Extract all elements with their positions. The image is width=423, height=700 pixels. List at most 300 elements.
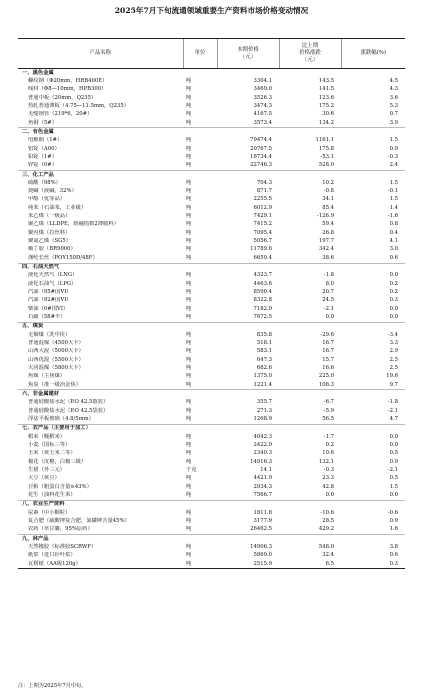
product-name: 天然橡胶（标准胶SCRWF）: [28, 543, 97, 550]
change-cell: 23.3: [322, 475, 334, 482]
product-name: 普通硅酸盐水泥（P.O 42.5散装）: [28, 399, 109, 406]
table-row: [18, 399, 405, 407]
change-cell: 16.6: [322, 365, 334, 372]
price-cell: 3304.1: [253, 77, 272, 84]
pct-cell: 0.0: [389, 442, 398, 448]
price-cell: 3469.0: [253, 86, 272, 93]
product-name: 柴油（0#国VI）: [28, 305, 69, 312]
change-cell: 0.0: [325, 491, 334, 498]
unit-cell: 吨: [186, 272, 192, 279]
pct-cell: 19.6: [386, 373, 398, 380]
pct-cell: -0.3: [387, 153, 398, 160]
price-cell: 20767.5: [250, 145, 272, 152]
section-row: [18, 170, 405, 179]
product-name: 苯乙烯（一级品）: [28, 213, 71, 220]
pct-cell: -1.8: [387, 399, 398, 406]
change-cell: 16.7: [322, 348, 334, 355]
change-cell: 28.5: [322, 517, 334, 524]
table-row: [18, 137, 405, 145]
product-name: 普通混煤（4500大卡）: [28, 340, 84, 347]
unit-cell: 吨: [186, 221, 192, 228]
price-cell: 2255.5: [253, 196, 272, 203]
table-row: [18, 213, 405, 221]
price-cell: 1375.0: [253, 373, 272, 380]
product-name: 角钢（5#）: [28, 119, 57, 126]
section-title: 二、有色金属: [18, 128, 405, 137]
footnote: 注：上期为2025年7月中旬。: [18, 683, 87, 689]
unit-cell: 吨: [186, 552, 192, 559]
product-name: 无缝钢管（219*6，20#）: [28, 111, 93, 118]
change-cell: -53.1: [320, 153, 334, 160]
product-name: 花生（油料花生米）: [28, 491, 76, 498]
product-name: 纸浆（进口针叶浆）: [28, 552, 76, 559]
col-header-unit: 单位: [183, 39, 217, 69]
price-cell: 871.7: [256, 188, 272, 195]
table-header-row: [18, 39, 405, 69]
table-row: [18, 543, 405, 551]
section-row: [18, 128, 405, 137]
price-cell: 4421.9: [253, 475, 272, 482]
pct-cell: 0.2: [389, 289, 398, 296]
product-name: 农药（草甘膦，95%原药）: [28, 526, 93, 533]
change-cell: 108.3: [318, 381, 334, 388]
unit-cell: 吨: [186, 373, 192, 380]
table-row: [18, 415, 405, 424]
product-name: 烧碱（液碱，32%）: [28, 188, 77, 195]
price-cell: 22746.3: [250, 162, 272, 169]
pct-cell: 3.8: [389, 543, 398, 550]
table-row: [18, 552, 405, 560]
price-cell: 3474.3: [253, 102, 272, 109]
table-row: [18, 86, 405, 94]
product-name: 棉花（皮棉，白棉三级）: [28, 458, 87, 465]
unit-cell: 吨: [186, 491, 192, 498]
pct-cell: 3.3: [389, 340, 398, 347]
product-name: 焦炭（准一级冶金焦）: [28, 381, 81, 388]
pct-cell: 0.0: [389, 433, 398, 440]
unit-cell: 吨: [186, 331, 192, 338]
change-cell: 32.4: [322, 552, 334, 559]
pct-cell: 4.5: [389, 77, 398, 84]
unit-cell: 吨: [186, 213, 192, 220]
change-cell: -126.9: [317, 213, 334, 220]
price-cell: 1811.8: [253, 509, 272, 516]
unit-cell: 吨: [186, 416, 192, 423]
change-cell: 1161.1: [315, 137, 334, 144]
unit-cell: 吨: [186, 526, 192, 533]
pct-cell: -0.6: [387, 509, 398, 516]
change-cell: 0.0: [325, 314, 334, 321]
price-cell: 3573.4: [253, 119, 272, 126]
pct-cell: 1.6: [389, 526, 398, 533]
col-header-price: 本期价格 （元）: [217, 39, 279, 69]
product-name: 热轧普通薄板（4.75—11.5mm，Q235）: [28, 102, 130, 109]
change-cell: -29.6: [320, 331, 334, 338]
product-name: 玉米（黄玉米二等）: [28, 450, 76, 457]
pct-cell: -3.4: [387, 331, 398, 338]
price-cell: 1221.4: [253, 381, 272, 388]
table-row: [18, 229, 405, 237]
unit-cell: 吨: [186, 340, 192, 347]
unit-cell: 吨: [186, 483, 192, 490]
change-cell: 10.6: [322, 450, 334, 457]
price-cell: 14906.3: [250, 543, 272, 550]
pct-cell: 1.4: [389, 204, 398, 211]
price-cell: 6012.9: [253, 204, 272, 211]
price-cell: 11789.6: [250, 246, 272, 253]
unit-cell: 吨: [186, 153, 192, 160]
product-name: 焦煤（主焦煤）: [28, 373, 66, 380]
change-cell: -1.7: [323, 433, 334, 440]
product-name: 螺纹钢（Φ20mm，HRB400E）: [28, 77, 108, 84]
price-cell: 3177.9: [253, 517, 272, 524]
pct-cell: 0.5: [389, 475, 398, 482]
table-row: [18, 517, 405, 525]
product-name: 液化石油气（LPG）: [28, 280, 77, 287]
product-name: 大豆（黄豆）: [28, 475, 60, 482]
price-cell: 8590.4: [253, 289, 272, 296]
product-name: 电解铜（1#）: [28, 137, 63, 144]
product-name: 浮法平板玻璃（4.8/5mm）: [28, 416, 94, 423]
unit-cell: 吨: [186, 188, 192, 195]
product-name: 山西大混（5000大卡）: [28, 348, 84, 355]
price-cell: 583.1: [256, 348, 272, 355]
pct-cell: 0.3: [341, 560, 405, 569]
price-cell: 7566.7: [253, 491, 272, 498]
unit-cell: 吨: [186, 77, 192, 84]
change-cell: 0.2: [325, 442, 334, 448]
price-cell: 1268.9: [253, 416, 272, 423]
section-row: [18, 322, 405, 331]
unit-cell: 吨: [186, 433, 192, 440]
table-row: [18, 289, 405, 297]
price-cell: 8322.8: [253, 297, 272, 304]
unit-cell: 吨: [186, 356, 192, 363]
pct-cell: 2.4: [389, 162, 398, 169]
change-cell: -10.6: [320, 509, 334, 516]
unit-cell: 吨: [186, 289, 192, 296]
change-cell: 528.0: [318, 162, 334, 169]
unit-cell: 吨: [186, 162, 192, 169]
price-cell: 16734.4: [250, 153, 272, 160]
table-row: [18, 305, 405, 313]
table-row: [18, 526, 405, 535]
section-title: 八、农业生产资料: [18, 500, 405, 509]
pct-cell: 0.5: [389, 450, 398, 457]
product-name: 甲醇（优等品）: [28, 196, 66, 203]
change-cell: 132.1: [318, 458, 334, 465]
unit-cell: 吨: [186, 111, 192, 118]
pct-cell: 0.9: [389, 458, 398, 465]
product-name: 涤纶长丝（POY150D/48F）: [28, 254, 98, 261]
unit-cell: 吨: [186, 314, 192, 321]
product-name: 聚氯乙烯（SG5）: [28, 238, 72, 245]
price-cell: 79474.4: [250, 137, 272, 144]
pct-cell: 0.0: [389, 314, 398, 321]
price-cell: 7415.2: [253, 221, 272, 228]
section-row: [18, 424, 405, 433]
change-cell: 16.7: [322, 340, 334, 347]
product-name: 复合肥（硫酸钾复合肥，氮磷钾含量45%）: [28, 517, 130, 524]
change-cell: -6.7: [323, 399, 334, 406]
pct-cell: 4.3: [389, 86, 398, 93]
change-cell: -5.9: [323, 407, 334, 414]
pct-cell: -2.1: [387, 466, 398, 473]
pct-cell: 0.4: [389, 229, 398, 236]
price-cell: 271.3: [256, 407, 272, 414]
table-row: [18, 297, 405, 305]
price-cell: 4323.7: [253, 272, 272, 279]
unit-cell: 吨: [186, 254, 192, 261]
change-cell: 85.4: [322, 204, 334, 211]
change-cell: 59.4: [322, 221, 334, 228]
change-cell: 143.5: [318, 77, 334, 84]
product-name: 聚丙烯（拉丝料）: [28, 229, 71, 236]
product-name: 线材（Φ8—10mm，HPB300）: [28, 86, 107, 93]
price-cell: 5869.0: [253, 552, 272, 559]
product-name: 锌锭（0#）: [28, 162, 57, 169]
unit-cell: 吨: [186, 365, 192, 372]
change-cell: 141.5: [318, 86, 334, 93]
pct-cell: 0.8: [389, 221, 398, 228]
product-name: 小麦（国标三等）: [28, 442, 71, 448]
table-row: [18, 145, 405, 153]
table-row: [18, 94, 405, 102]
product-name: 无烟煤（洗中块）: [28, 331, 71, 338]
unit-cell: 吨: [186, 297, 192, 304]
pct-cell: 4.1: [389, 238, 398, 245]
pct-cell: 2.5: [389, 356, 398, 363]
pct-cell: 0.6: [389, 254, 398, 261]
table-row: [18, 364, 405, 372]
unit-cell: 吨: [186, 407, 192, 414]
product-name: 普通硅酸盐水泥（P.O 42.5袋装）: [28, 407, 109, 414]
change-cell: 548.0: [318, 543, 334, 550]
change-cell: 42.8: [322, 483, 334, 490]
product-name: 尿素（中小颗粒）: [28, 509, 71, 516]
product-name: 铝锭（A00）: [28, 145, 60, 152]
col-header-name: 产品名称: [18, 39, 183, 69]
price-cell: 5056.7: [253, 238, 272, 245]
change-cell: 429.2: [318, 526, 334, 533]
product-name: 顺丁胶（BR9000）: [28, 246, 76, 253]
pct-cell: 1.5: [389, 196, 398, 203]
section-title: 九、林产品: [18, 535, 405, 544]
section-title: 三、化工产品: [18, 170, 405, 179]
product-name: 汽油（95#国VI）: [28, 289, 72, 296]
price-cell: 4167.5: [253, 111, 272, 118]
unit-cell: 吨: [186, 137, 192, 144]
price-cell: 2934.3: [253, 483, 272, 490]
pct-cell: 5.3: [389, 102, 398, 109]
table-row: [18, 238, 405, 246]
table-row: [18, 153, 405, 161]
pct-cell: 4.7: [389, 416, 398, 423]
table-row: [18, 348, 405, 356]
section-title: 一、黑色金属: [18, 69, 405, 78]
table-row: [18, 119, 405, 128]
unit-cell: 吨: [186, 229, 192, 236]
price-cell: 647.3: [256, 356, 272, 363]
table-row: [18, 356, 405, 364]
price-cell: 704.3: [256, 179, 272, 186]
table-row: [18, 111, 405, 119]
price-cell: 7095.4: [253, 229, 272, 236]
price-cell: 7672.5: [253, 314, 272, 321]
product-name: 硫酸（98%）: [28, 179, 61, 186]
pct-cell: 3.6: [389, 94, 398, 101]
change-cell: 56.5: [322, 416, 334, 423]
section-title: 六、非金属建材: [18, 390, 405, 399]
unit-cell: 吨: [186, 509, 192, 516]
price-cell: 6659.4: [253, 254, 272, 261]
pct-cell: 9.7: [389, 381, 398, 388]
pct-cell: 0.6: [389, 552, 398, 559]
section-title: 七、农产品（主要用于加工）: [18, 424, 405, 433]
unit-cell: 吨: [186, 119, 192, 126]
unit-cell: 吨: [186, 94, 192, 101]
change-cell: 225.0: [318, 373, 334, 380]
table-row: [18, 314, 405, 323]
change-cell: -2.1: [323, 305, 334, 312]
table-row: [18, 373, 405, 381]
table-row: [18, 560, 405, 569]
pct-cell: 1.5: [389, 137, 398, 144]
unit-cell: 吨: [186, 517, 192, 524]
table-row: [18, 280, 405, 288]
section-row: [18, 69, 405, 78]
section-row: [18, 263, 405, 272]
unit-cell: 吨: [186, 442, 192, 448]
price-cell: 26462.5: [250, 526, 272, 533]
unit-cell: 吨: [186, 204, 192, 211]
change-cell: 197.7: [318, 238, 334, 245]
unit-cell: 吨: [186, 102, 192, 109]
change-cell: 175.8: [318, 145, 334, 152]
unit-cell: 吨: [186, 305, 192, 312]
unit-cell: 吨: [186, 196, 192, 203]
pct-cell: 2.5: [389, 365, 398, 372]
unit-cell: 吨: [186, 348, 192, 355]
price-cell: 2422.9: [253, 442, 272, 448]
price-cell: 355.7: [256, 399, 272, 406]
table-row: [18, 188, 405, 196]
table-row: [18, 162, 405, 171]
table-row: [18, 221, 405, 229]
table-row: [18, 179, 405, 187]
table-row: [18, 441, 405, 449]
change-cell: 6.5: [279, 560, 341, 569]
table-row: [18, 196, 405, 204]
change-cell: 10.2: [322, 179, 334, 186]
pct-cell: 0.0: [389, 272, 398, 279]
change-cell: 134.2: [318, 119, 334, 126]
product-name: 大同混煤（5800大卡）: [28, 365, 84, 372]
price-cell: 7429.1: [253, 213, 272, 220]
unit-cell: 吨: [186, 280, 192, 287]
table-row: [18, 246, 405, 254]
pct-cell: 1.5: [389, 483, 398, 490]
product-name: 瓦楞纸（AA级120g）: [18, 560, 183, 569]
pct-cell: -0.1: [387, 188, 398, 195]
change-cell: -0.8: [323, 188, 334, 195]
pct-cell: 0.0: [389, 305, 398, 312]
pct-cell: 3.0: [389, 246, 398, 253]
price-cell: 2515.9: [217, 560, 279, 569]
table-row: [18, 491, 405, 500]
section-row: [18, 500, 405, 509]
table-row: [18, 340, 405, 348]
table-row: [18, 381, 405, 390]
product-name: 山西优混（5500大卡）: [28, 356, 84, 363]
change-cell: 38.6: [322, 254, 334, 261]
price-cell: 7182.9: [253, 305, 272, 312]
unit-cell: 吨: [186, 86, 192, 93]
unit-cell: 吨: [186, 179, 192, 186]
unit-cell: 吨: [186, 450, 192, 457]
pct-cell: 3.9: [389, 119, 398, 126]
product-name: 铅锭（1#）: [28, 153, 57, 160]
change-cell: 342.4: [318, 246, 334, 253]
table-row: [18, 509, 405, 517]
table-row: [18, 483, 405, 491]
col-header-change: 比上期 价格涨跌 （元）: [279, 39, 341, 69]
price-cell: 4042.3: [253, 433, 272, 440]
section-row: [18, 390, 405, 399]
product-name: 生猪（外三元）: [28, 466, 66, 473]
unit-cell: 吨: [186, 475, 192, 482]
change-cell: 30.6: [322, 111, 334, 118]
unit-cell: 吨: [183, 560, 217, 569]
table-row: [18, 407, 405, 415]
price-table: [18, 38, 405, 569]
change-cell: 24.5: [322, 297, 334, 304]
table-row: [18, 204, 405, 212]
change-cell: 20.7: [322, 289, 334, 296]
unit-cell: 吨: [186, 246, 192, 253]
col-header-pct: 涨跌幅(%): [341, 39, 405, 69]
table-body: [18, 69, 405, 569]
price-cell: 4463.6: [253, 280, 272, 287]
product-name: 聚乙烯（LLDPE，熔融指数2薄膜料）: [28, 221, 119, 228]
product-name: 石蜡（58#半）: [28, 314, 66, 321]
unit-cell: 千克: [186, 466, 197, 473]
pct-cell: 0.7: [389, 111, 398, 118]
product-name: 汽油（92#国VI）: [28, 297, 72, 304]
unit-cell: 吨: [186, 238, 192, 245]
price-cell: 3526.3: [253, 94, 272, 101]
table-row: [18, 466, 405, 474]
unit-cell: 吨: [186, 543, 192, 550]
table-row: [18, 272, 405, 280]
change-cell: 123.6: [318, 94, 334, 101]
table-row: [18, 102, 405, 110]
pct-cell: 0.3: [389, 297, 398, 304]
product-name: 纯苯（石油苯，工业级）: [28, 204, 87, 211]
section-row: [18, 535, 405, 544]
table-row: [18, 475, 405, 483]
price-cell: 518.1: [256, 340, 272, 347]
change-cell: 26.8: [322, 229, 334, 236]
change-cell: -0.3: [323, 466, 334, 473]
table-row: [18, 77, 405, 85]
table-row: [18, 254, 405, 263]
pct-cell: 0.9: [389, 517, 398, 524]
table-row: [18, 433, 405, 441]
unit-cell: 吨: [186, 458, 192, 465]
pct-cell: 1.5: [389, 179, 398, 186]
price-cell: 14.1: [260, 466, 272, 473]
